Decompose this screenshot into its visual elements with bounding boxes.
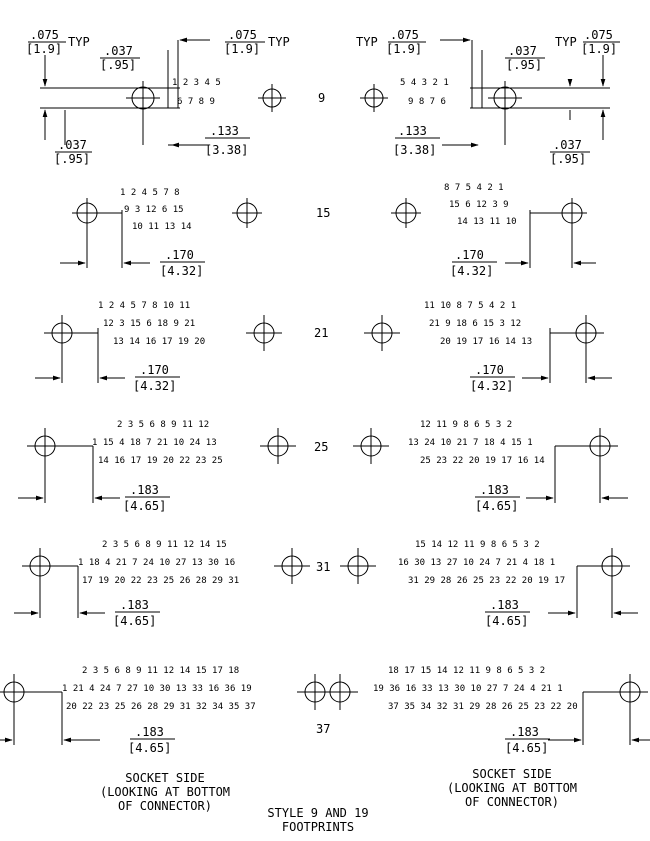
dim-183: .183 bbox=[120, 598, 149, 612]
title-line2: FOOTPRINTS bbox=[281, 820, 355, 834]
row-number-31: 31 bbox=[316, 560, 331, 574]
pin-row: 6 7 8 9 bbox=[177, 97, 215, 107]
dim-133-metric: [3.38] bbox=[205, 143, 249, 157]
dim-183: .183 bbox=[490, 598, 519, 612]
dim-183: .183 bbox=[510, 725, 539, 739]
dim-037: .037 bbox=[58, 138, 87, 152]
dim-183-metric: [4.65] bbox=[123, 499, 167, 513]
fraction-bars bbox=[28, 42, 620, 739]
pin-row: 1 18 4 21 7 24 10 27 13 30 16 bbox=[78, 558, 236, 568]
pin-row: 2 3 5 6 8 9 11 12 bbox=[117, 420, 210, 430]
pin-row: 1 2 3 4 5 bbox=[172, 78, 221, 88]
dim-133: .133 bbox=[398, 124, 427, 138]
dim-075-metric: [1.9] bbox=[581, 42, 618, 56]
pin-row: 13 14 16 17 19 20 bbox=[113, 337, 206, 347]
pin-row: 25 23 22 20 19 17 16 14 bbox=[420, 456, 545, 466]
pin-row: 14 16 17 19 20 22 23 25 bbox=[98, 456, 223, 466]
pin-row: 18 17 15 14 12 11 9 8 6 5 3 2 bbox=[388, 666, 546, 676]
dim-183-metric: [4.65] bbox=[475, 499, 519, 513]
caption-right-line3: OF CONNECTOR) bbox=[465, 795, 559, 809]
dim-170: .170 bbox=[140, 363, 169, 377]
pin-row: 15 14 12 11 9 8 6 5 3 2 bbox=[415, 540, 540, 550]
dim-183-metric: [4.65] bbox=[505, 741, 549, 755]
dim-183: .183 bbox=[480, 483, 509, 497]
caption-left-line2: (LOOKING AT BOTTOM bbox=[99, 785, 231, 799]
dim-075: .075 bbox=[390, 28, 419, 42]
dim-133: .133 bbox=[210, 124, 239, 138]
captions bbox=[100, 767, 577, 834]
dim-183: .183 bbox=[130, 483, 159, 497]
pin-row: 13 24 10 21 7 18 4 15 1 bbox=[408, 438, 533, 448]
dim-075-metric: [1.9] bbox=[26, 42, 63, 56]
pin-row: 10 11 13 14 bbox=[132, 222, 192, 232]
dim-170-metric: [4.32] bbox=[450, 264, 494, 278]
dim-170-metric: [4.32] bbox=[160, 264, 204, 278]
pin-row: 1 15 4 18 7 21 10 24 13 bbox=[92, 438, 217, 448]
pin-row: 9 8 7 6 bbox=[408, 97, 446, 107]
row-number-25: 25 bbox=[314, 440, 329, 454]
dim-170: .170 bbox=[165, 248, 194, 262]
dim-typ: TYP bbox=[356, 35, 378, 49]
pin-row: 1 2 4 5 7 8 bbox=[120, 188, 180, 198]
dimension-labels bbox=[26, 28, 617, 755]
dim-037-metric: [.95] bbox=[506, 58, 543, 72]
pin-row: 15 6 12 3 9 bbox=[449, 200, 509, 210]
dim-typ: TYP bbox=[268, 35, 290, 49]
pin-row: 2 3 5 6 8 9 11 12 14 15 bbox=[102, 540, 227, 550]
pin-row: 12 11 9 8 6 5 3 2 bbox=[420, 420, 513, 430]
dim-075: .075 bbox=[584, 28, 613, 42]
dim-037: .037 bbox=[553, 138, 582, 152]
dim-183: .183 bbox=[135, 725, 164, 739]
pin-row: 31 29 28 26 25 23 22 20 19 17 bbox=[408, 576, 566, 586]
dim-075-metric: [1.9] bbox=[224, 42, 261, 56]
pin-row: 14 13 11 10 bbox=[457, 217, 517, 227]
dim-075: .075 bbox=[228, 28, 257, 42]
pin-row: 37 35 34 32 31 29 28 26 25 23 22 20 bbox=[388, 702, 578, 712]
row-number-9: 9 bbox=[318, 91, 326, 105]
dim-075-metric: [1.9] bbox=[386, 42, 423, 56]
pin-row: 19 36 16 33 13 30 10 27 7 24 4 21 1 bbox=[373, 684, 563, 694]
dim-037: .037 bbox=[508, 44, 537, 58]
pin-row: 16 30 13 27 10 24 7 21 4 18 1 bbox=[398, 558, 556, 568]
pin-row: 1 21 4 24 7 27 10 30 13 33 16 36 19 bbox=[62, 684, 252, 694]
dim-183-metric: [4.65] bbox=[113, 614, 157, 628]
pin-row: 17 19 20 22 23 25 26 28 29 31 bbox=[82, 576, 240, 586]
dim-037-metric: [.95] bbox=[100, 58, 137, 72]
dim-170-metric: [4.32] bbox=[470, 379, 514, 393]
row-number-21: 21 bbox=[314, 326, 329, 340]
dim-170: .170 bbox=[475, 363, 504, 377]
caption-right-line2: (LOOKING AT BOTTOM bbox=[446, 781, 578, 795]
caption-right-line1: SOCKET SIDE bbox=[472, 767, 552, 781]
dim-typ: TYP bbox=[555, 35, 577, 49]
pin-row: 5 4 3 2 1 bbox=[400, 78, 449, 88]
dim-037: .037 bbox=[104, 44, 133, 58]
title-line1: STYLE 9 AND 19 bbox=[267, 806, 369, 820]
dim-170-metric: [4.32] bbox=[133, 379, 177, 393]
row-numbers bbox=[314, 91, 330, 736]
dim-170: .170 bbox=[455, 248, 484, 262]
pin-row: 2 3 5 6 8 9 11 12 14 15 17 18 bbox=[82, 666, 240, 676]
row-number-15: 15 bbox=[316, 206, 331, 220]
caption-left-line3: OF CONNECTOR) bbox=[118, 799, 212, 813]
dim-075: .075 bbox=[30, 28, 59, 42]
pin-row: 20 22 23 25 26 28 29 31 32 34 35 37 bbox=[66, 702, 256, 712]
pin-row: 12 3 15 6 18 9 21 bbox=[103, 319, 196, 329]
dim-037-metric: [.95] bbox=[550, 152, 587, 166]
dim-037-metric: [.95] bbox=[54, 152, 91, 166]
pin-row: 20 19 17 16 14 13 bbox=[440, 337, 533, 347]
caption-left-line1: SOCKET SIDE bbox=[125, 771, 205, 785]
pin-row: 21 9 18 6 15 3 12 bbox=[429, 319, 522, 329]
dim-183-metric: [4.65] bbox=[128, 741, 172, 755]
dim-183-metric: [4.65] bbox=[485, 614, 529, 628]
dim-typ: TYP bbox=[68, 35, 90, 49]
dim-133-metric: [3.38] bbox=[393, 143, 437, 157]
pin-row: 1 2 4 5 7 8 10 11 bbox=[98, 301, 191, 311]
pin-row: 9 3 12 6 15 bbox=[124, 205, 184, 215]
pin-row: 11 10 8 7 5 4 2 1 bbox=[424, 301, 517, 311]
pin-row: 8 7 5 4 2 1 bbox=[444, 183, 504, 193]
row-number-37: 37 bbox=[316, 722, 331, 736]
